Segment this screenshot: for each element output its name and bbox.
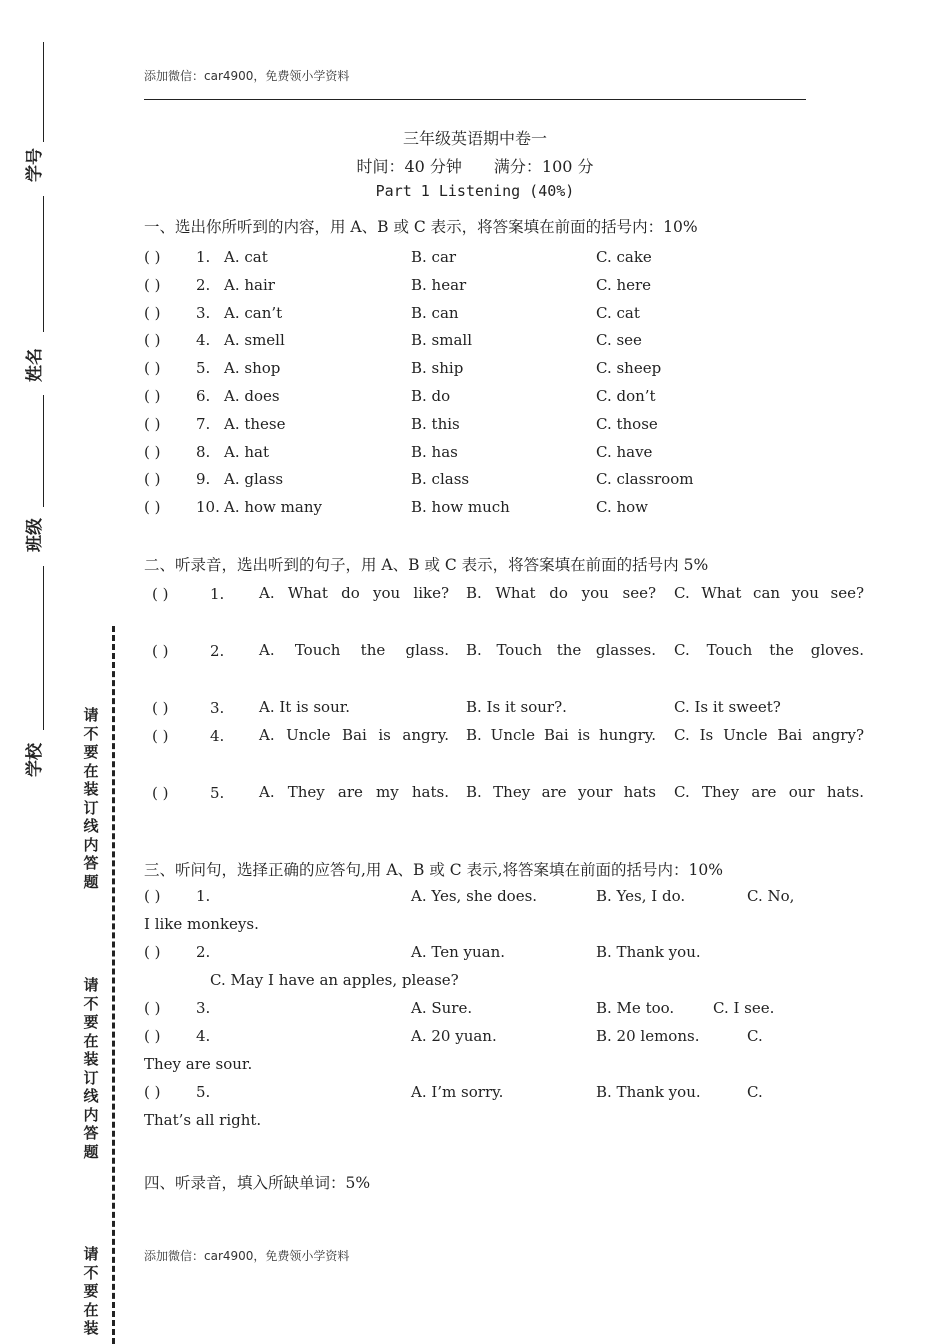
option-a: A. shop <box>224 359 281 378</box>
question-number: 1. <box>196 248 211 266</box>
option-a: A. Ten yuan. <box>411 943 506 961</box>
option-a: A. how many <box>224 498 322 517</box>
exam-time-score: 时间：40 分钟 满分：100 分 <box>356 157 594 176</box>
section2-heading: 二、听录音，选出听到的句子，用 A、B 或 C 表示，将答案填在前面的括号内 5% <box>144 556 709 574</box>
binding-warning: 请不要在装订线内答题 <box>83 706 99 891</box>
question-number: 8. <box>196 442 211 461</box>
option-b: B. car <box>411 248 457 266</box>
option-c: C. Touch the gloves. <box>674 641 864 659</box>
option-c: C. see <box>596 331 642 350</box>
question-number: 3. <box>210 699 225 717</box>
option-a: A. I’m sorry. <box>411 1083 504 1101</box>
option-a: A. can’t <box>224 303 283 322</box>
option-b: B. class <box>411 470 470 489</box>
question-number: 9. <box>196 470 211 489</box>
option-b: B. Me too. <box>596 999 675 1017</box>
option-b: B. They are your hats <box>466 783 656 801</box>
option-continuation: I like monkeys. <box>144 915 259 933</box>
answer-blank[interactable]: ( ) <box>144 887 161 905</box>
question-number: 10. <box>196 498 220 517</box>
option-a: A. Uncle Bai is angry. <box>259 726 449 744</box>
option-b: B. can <box>411 303 459 322</box>
answer-blank[interactable]: ( ) <box>144 1027 161 1045</box>
question-number: 5. <box>196 359 211 378</box>
option-b: B. this <box>411 414 460 433</box>
binding-warning: 请不要在装订线内答题 <box>83 976 99 1161</box>
option-a: A. It is sour. <box>259 698 351 716</box>
answer-blank[interactable]: ( ) <box>144 943 161 961</box>
question-number: 3. <box>196 999 211 1017</box>
answer-blank[interactable]: ( ) <box>144 275 161 294</box>
option-b: B. Thank you. <box>596 1083 701 1101</box>
option-c: C. No, <box>747 887 795 905</box>
name-label: 姓名 <box>25 348 45 382</box>
option-b: B. small <box>411 331 473 350</box>
section3-heading: 三、听问句，选择正确的应答句,用 A、B 或 C 表示,将答案填在前面的括号内：10% <box>144 861 723 879</box>
answer-blank[interactable]: ( ) <box>144 303 161 322</box>
option-b: B. how much <box>411 498 510 517</box>
margin-line <box>43 196 44 332</box>
option-b: B. hear <box>411 275 467 294</box>
answer-blank[interactable]: ( ) <box>144 999 161 1017</box>
option-c: C. <box>747 1083 763 1101</box>
question-number: 2. <box>196 943 211 961</box>
part-heading: Part 1 Listening (40%) <box>375 182 575 200</box>
question-number: 1. <box>196 887 211 905</box>
option-b: B. 20 lemons. <box>596 1027 700 1045</box>
answer-blank[interactable]: ( ) <box>144 470 161 489</box>
header-rule <box>144 99 806 100</box>
answer-blank[interactable]: ( ) <box>152 642 169 660</box>
option-a: A. Sure. <box>411 999 473 1017</box>
option-b: B. What do you see? <box>466 584 656 602</box>
option-c: C. have <box>596 442 653 461</box>
option-a: A. smell <box>224 331 285 350</box>
option-c: C. <box>747 1027 763 1045</box>
option-c: C. how <box>596 498 649 517</box>
answer-blank[interactable]: ( ) <box>144 498 161 517</box>
option-a: A. glass <box>224 470 284 489</box>
answer-blank[interactable]: ( ) <box>152 585 169 603</box>
option-b: B. ship <box>411 359 464 378</box>
option-c: C. here <box>596 275 652 294</box>
option-c: C. cat <box>596 303 640 322</box>
option-c: C. Is Uncle Bai angry? <box>674 726 864 744</box>
option-a: A. hair <box>224 275 275 294</box>
binding-dashed-line <box>112 626 115 1344</box>
option-continuation: That’s all right. <box>144 1111 262 1129</box>
option-a: A. Touch the glass. <box>259 641 449 659</box>
footer-note: 添加微信：car4900，免费领小学资料 <box>144 1249 350 1263</box>
question-number: 6. <box>196 387 211 405</box>
student-id-label: 学号 <box>25 148 45 182</box>
answer-blank[interactable]: ( ) <box>144 359 161 378</box>
answer-blank[interactable]: ( ) <box>152 784 169 802</box>
option-a: A. hat <box>224 442 269 461</box>
question-number: 2. <box>210 642 225 660</box>
page-title: 三年级英语期中卷一 <box>402 129 547 148</box>
question-number: 7. <box>196 414 211 433</box>
class-label: 班级 <box>25 518 45 552</box>
answer-blank[interactable]: ( ) <box>144 331 161 350</box>
option-b: B. do <box>411 387 451 405</box>
option-c: C. They are our hats. <box>674 783 864 801</box>
option-c: C. those <box>596 414 658 433</box>
option-c: C. cake <box>596 248 652 266</box>
question-number: 4. <box>196 331 211 350</box>
option-a: A. does <box>224 387 280 405</box>
question-number: 4. <box>210 727 225 745</box>
answer-blank[interactable]: ( ) <box>144 1083 161 1101</box>
answer-blank[interactable]: ( ) <box>144 414 161 433</box>
option-c: C. I see. <box>713 999 775 1017</box>
section4-heading: 四、听录音，填入所缺单词：5% <box>144 1174 371 1192</box>
question-number: 5. <box>210 784 225 802</box>
question-number: 2. <box>196 275 211 294</box>
option-a: A. 20 yuan. <box>411 1027 497 1045</box>
option-c: C. classroom <box>596 470 694 489</box>
option-continuation: C. May I have an apples, please? <box>210 971 459 989</box>
answer-blank[interactable]: ( ) <box>152 727 169 745</box>
option-b: B. Touch the glasses. <box>466 641 656 659</box>
option-b: B. Thank you. <box>596 943 701 961</box>
option-c: C. What can you see? <box>674 584 864 602</box>
option-c: C. sheep <box>596 359 662 378</box>
option-a: A. Yes, she does. <box>411 887 538 905</box>
option-b: B. Uncle Bai is hungry. <box>466 726 656 744</box>
margin-line <box>43 395 44 507</box>
answer-blank[interactable]: ( ) <box>144 387 161 405</box>
option-c: C. Is it sweet? <box>674 698 781 716</box>
binding-warning: 请不要在装 <box>83 1245 99 1337</box>
section1-heading: 一、选出你所听到的内容，用 A、B 或 C 表示，将答案填在前面的括号内：10% <box>144 218 698 236</box>
question-number: 5. <box>196 1083 211 1101</box>
header-note: 添加微信：car4900，免费领小学资料 <box>144 69 350 83</box>
margin-line <box>43 566 44 730</box>
answer-blank[interactable]: ( ) <box>144 442 161 461</box>
answer-blank[interactable]: ( ) <box>144 248 161 266</box>
option-a: A. What do you like? <box>259 584 449 602</box>
option-b: B. Is it sour?. <box>466 698 567 716</box>
option-b: B. has <box>411 442 458 461</box>
option-b: B. Yes, I do. <box>596 887 686 905</box>
answer-blank[interactable]: ( ) <box>152 699 169 717</box>
option-continuation: They are sour. <box>144 1055 253 1073</box>
question-number: 3. <box>196 303 211 322</box>
option-c: C. don’t <box>596 387 656 405</box>
option-a: A. these <box>224 414 286 433</box>
question-number: 1. <box>210 585 225 603</box>
question-number: 4. <box>196 1027 211 1045</box>
option-a: A. cat <box>224 248 268 266</box>
school-label: 学校 <box>25 743 45 777</box>
option-a: A. They are my hats. <box>259 783 449 801</box>
